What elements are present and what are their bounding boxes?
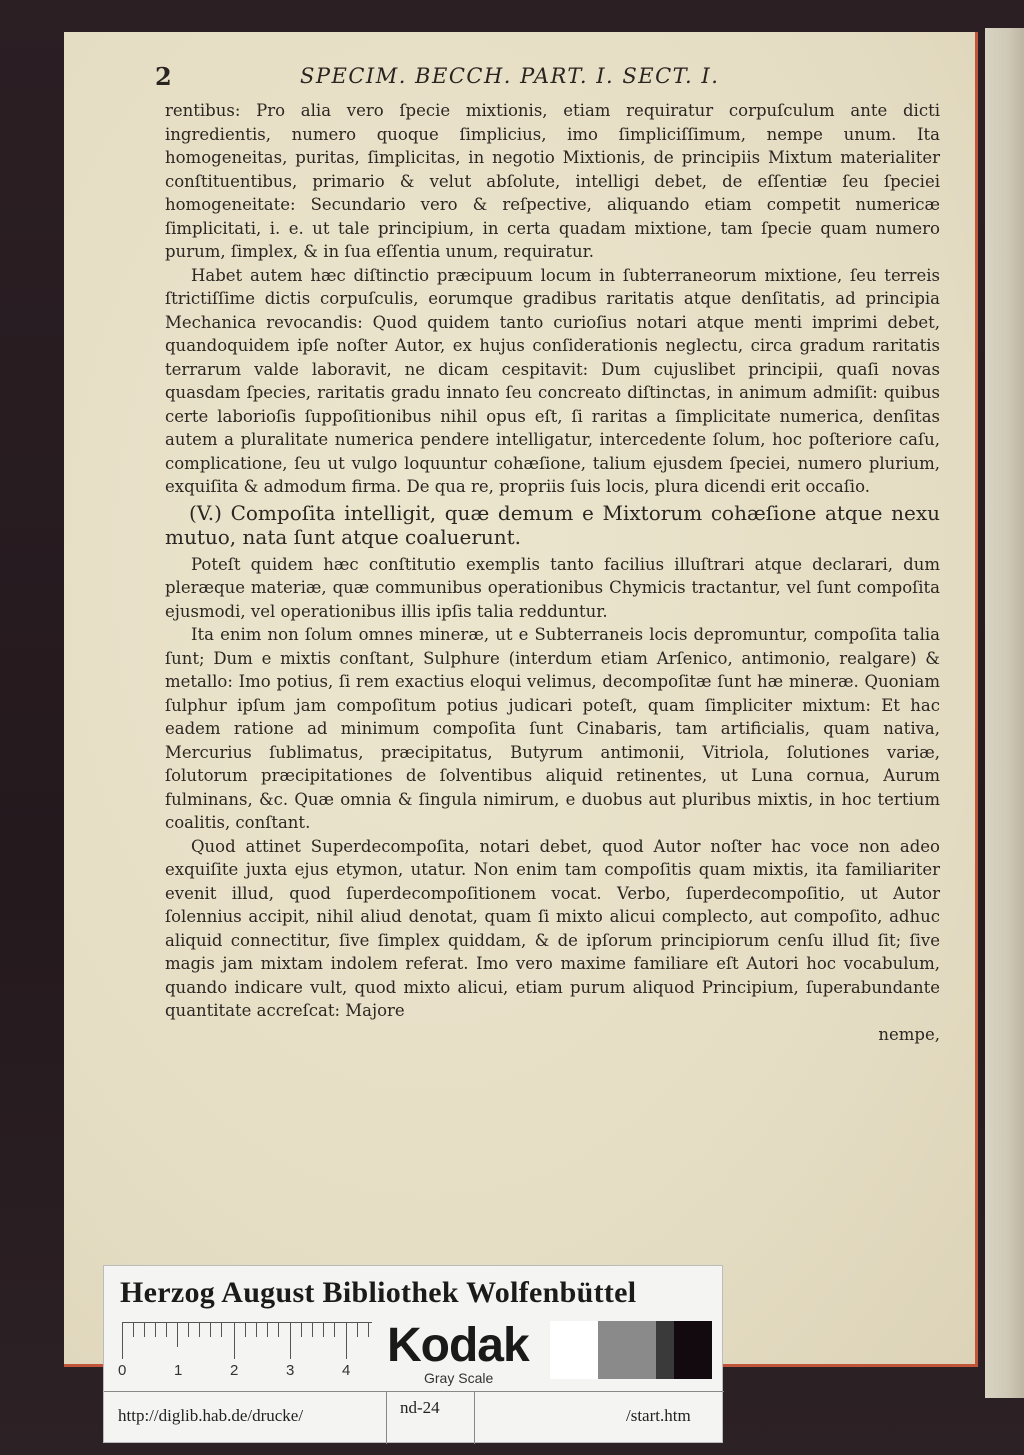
shelfmark-code: nd-24 [400, 1398, 440, 1417]
url-right: /start.htm [626, 1406, 691, 1425]
kodak-logo: Kodak [387, 1319, 529, 1372]
ruler [122, 1322, 372, 1359]
ruler-tick [155, 1323, 156, 1337]
ruler-number: 2 [230, 1362, 239, 1379]
ruler-tick [133, 1323, 134, 1337]
paragraph: Quod attinet Superdecompoſita, notari debet, quod Autor noſter hac voce non adeo exquiſite juxta ejus etymon, utatur. Non enim tam compoſitis quam mixtis, ita familiariter evenit illud, quod ſuperdecompoſitionem vocat. Verbo, ſuperdecompoſitio, ut Autor ſolennius accipit, nihil aliud denotat, quam ſi mixto alicui complecto, aut compoſito, adhuc aliquid connectitur, ſive ſimplex quiddam, & de ipſorum principiorum cenſu illud ſit; ſive magis jam mixtam indolem referat. Imo vero maxime familiare eſt Autori hoc vocabulum, quando indicare vult, quod mixto alicui, etiam purum aliquod Principium, ſuperabundante quantitate accreſcat: Majore [165, 836, 940, 1020]
gray-patch-mid [598, 1321, 656, 1379]
strip-divider [386, 1391, 387, 1444]
ruler-number: 3 [286, 1362, 295, 1379]
ruler-tick [188, 1323, 189, 1337]
section-heading-v: (V.) Compoſita intelligit, quæ demum e Mixtorum cohæſione atque nexu mutuo, nata ſunt atque coaluerunt. [165, 500, 940, 549]
gray-scale-label: Gray Scale [424, 1370, 494, 1386]
paragraph: Ita enim non ſolum omnes mineræ, ut e Subterraneis locis depromuntur, compoſita talia ſunt; Dum e mixtis conſtant, Sulphure (interdum etiam Arſenico, antimonio, realgare) & metallo: Imo potius, ſi rem exactius eloqui velimus, decompoſitæ ſunt hæ mineræ. Quoniam ſulphur ipſum jam compoſitum potius judicari poteſt, quam ſimpliciter mixtum: Et hac eadem ratione ad minimum compoſita ſunt Cinabaris, tam artificialis, quam nativa, Mercurius ſublimatus, præcipitatus, Butyrum antimonii, Vitriola, ſolutiones variæ, ſolutorum præcipitationes de ſolventibus aliquid retinentes, ut Luna cornua, Aurum fulminans, &c. Quæ omnia & ſingula nimirum, e duobus aut pluribus mixtis, in hoc tertium coalitis, conſtant. [165, 625, 940, 832]
catchword: nempe, [878, 1024, 940, 1044]
library-name: Herzog August Bibliothek Wolfenbüttel [120, 1276, 637, 1309]
ruler-tick [177, 1323, 178, 1347]
gray-patch-white [550, 1321, 598, 1379]
ruler-tick [245, 1323, 246, 1337]
page-number: 2 [155, 62, 172, 91]
ruler-tick [234, 1323, 235, 1359]
ruler-tick [334, 1323, 335, 1337]
color-target-strip [103, 1265, 723, 1443]
ruler-tick [290, 1323, 291, 1359]
gray-patch-dark [656, 1321, 674, 1379]
ruler-tick [166, 1323, 167, 1337]
paragraph: Habet autem hæc diſtinctio præcipuum locum in ſubterraneorum mixtione, ſeu terreis ſtrictiſſime dictis corpuſculis, eorumque gradibus raritatis atque denſitatis, ad principia Mechanica revocandis: Quod quidem tanto curioſius notari atque menti imprimi debet, quandoquidem ipſe noſter Autor, ex hujus conſiderationis neglectu, circa gradum raritatis terrarum valde laboravit, ne dicam cespitavit: Dum cujuslibet principii, quaſi novas quasdam ſpecies, raritatis gradu innato ſeu concreato diſtinctas, in animum admiſit: quibus certe laborioſis ſuppoſitionibus nihil opus eſt, ſi raritas a ſimplicitate numerica, denſitas autem a pluralitate numerica pendere intelligatur, intercedente ſolum, hoc poſteriore caſu, complicatione, ſeu ut vulgo loquuntur cohæſione, talium ejusdem ſpeciei, numero plurium, exquiſita & admodum firma. De qua re, propriis ſuis locis, plura dicendi erit occaſio. [165, 265, 940, 496]
ruler-tick [199, 1323, 200, 1337]
strip-divider [474, 1391, 475, 1444]
ruler-tick [210, 1323, 211, 1337]
ruler-tick [301, 1323, 302, 1337]
ruler-number: 0 [118, 1362, 127, 1379]
ruler-tick [267, 1323, 268, 1337]
gray-patch-black [674, 1321, 712, 1379]
paragraph: rentibus: Pro alia vero ſpecie mixtionis, etiam requiratur corpuſculum ante dicti ingredientis, numero quoque ſimplicius, imo ſimpliciſſimum, nempe unum. Ita homogeneitas, puritas, ſimplicitas, in negotio Mixtionis, de principiis Mixtum materialiter conſtituentibus, primario & velut abſolute, intelligi debet, de eſſentiæ ſeu ſpeciei homogeneitate: Secundario vero & reſpective, aliquando etiam competit numericæ ſimplicitati, i. e. ut tale principium, in certa quadam mixtione, tam ſpecie quam numero purum, ſimplex, & in ſua eſſentia unum, requiratur. [165, 101, 940, 261]
body-text [165, 99, 940, 1046]
ruler-number: 4 [342, 1362, 351, 1379]
ruler-tick [323, 1323, 324, 1337]
ruler-tick [346, 1323, 347, 1359]
ruler-tick [221, 1323, 222, 1337]
ruler-tick [256, 1323, 257, 1337]
ruler-tick [144, 1323, 145, 1337]
url-left: http://diglib.hab.de/drucke/ [118, 1406, 304, 1425]
strip-divider [104, 1391, 724, 1392]
ruler-tick [368, 1323, 369, 1337]
ruler-number: 1 [174, 1362, 183, 1379]
running-title: SPECIM. BECCH. PART. I. SECT. I. [300, 64, 720, 88]
ruler-tick [122, 1323, 123, 1359]
ruler-tick [278, 1323, 279, 1337]
ruler-tick [357, 1323, 358, 1337]
page-header [155, 62, 915, 92]
paragraph: Poteſt quidem hæc conſtitutio exemplis tanto facilius illuſtrari atque declarari, dum pleræque materiæ, quæ communibus operationibus Chymicis tractantur, vel ſunt compoſita ejusmodi, vel operationibus illis ipſis talia redduntur. [165, 554, 940, 621]
ruler-tick [312, 1323, 313, 1337]
next-page-edge [985, 28, 1024, 1398]
